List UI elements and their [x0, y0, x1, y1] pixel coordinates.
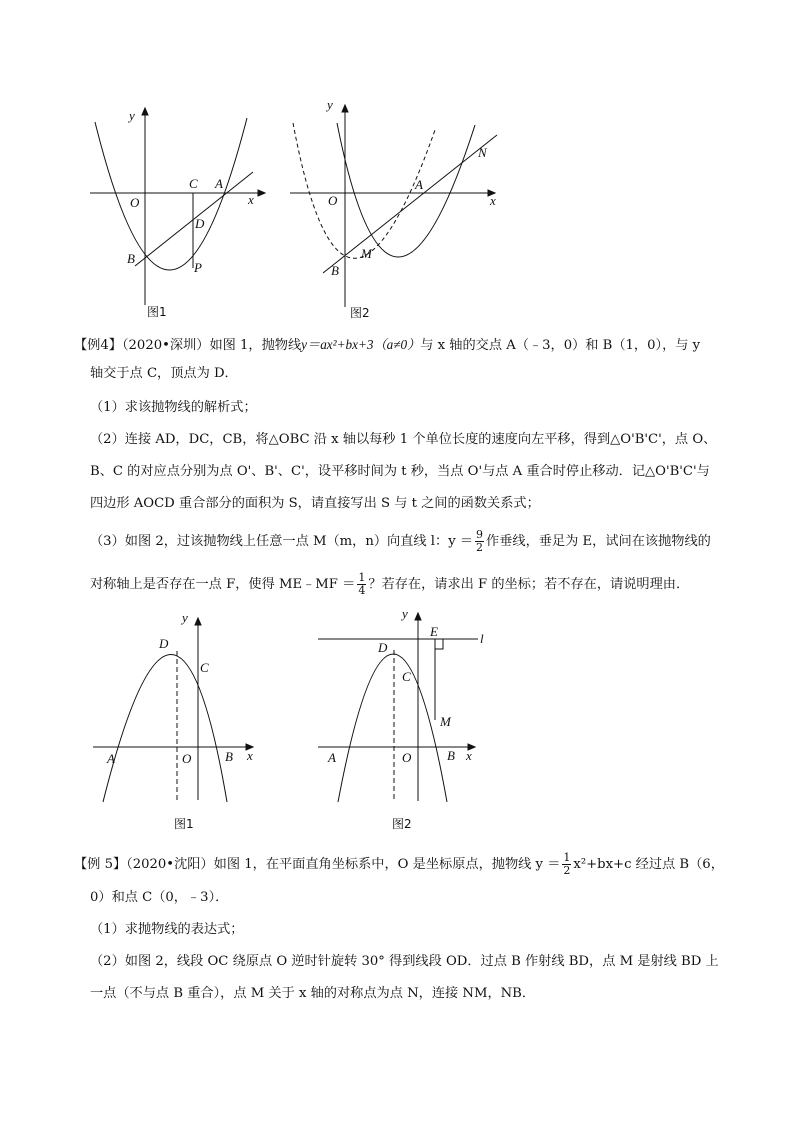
caption: 图2	[392, 817, 412, 831]
fraction-1-2: $\frac{1}{2}$	[563, 851, 571, 877]
ex4-q3-line1: （3）如图 2，过该抛物线上任意一点 M（m，n）向直线 l：y ＝ $\frac{9}{2}$ 作垂线，垂足为 E，试问在该抛物线的	[90, 528, 711, 554]
ex5-q1: （1）求抛物线的表达式；	[90, 922, 244, 937]
ex4-q2-line1: （2）连接 AD，DC，CB，将△OBC 沿 x 轴以每秒 1 个单位长度的速度向左平移，得到△O'B'C'，点 O、	[90, 432, 717, 447]
fraction-1-4: $\frac{1}{4}$	[358, 571, 366, 597]
figure-mid-2	[310, 608, 500, 833]
parabola	[103, 655, 227, 803]
label-B: B	[447, 748, 455, 763]
parabola	[338, 654, 447, 802]
figure-top-1	[85, 100, 275, 325]
label-x: x	[248, 192, 254, 207]
label-D: D	[159, 636, 169, 651]
label-B: B	[331, 263, 339, 278]
ex4-q1: （1）求该抛物线的解析式；	[90, 400, 257, 415]
ex4-q2-line2: B、C 的对应点分别为点 O'、B'、C'，设平移时间为 t 秒，当点 O'与点 A 重合时停止移动．记△O'B'C'与	[90, 464, 710, 479]
parabola	[337, 123, 475, 257]
label-A: A	[328, 750, 336, 765]
label-M: M	[361, 246, 372, 261]
ex5-source: （2020•沈阳）	[126, 857, 214, 872]
ex4-equation: y＝ax²+bx+3（a≠0）	[301, 337, 421, 352]
ex5-tag: 【例 5】	[74, 857, 127, 872]
ex4-q2-line3: 四边形 AOCD 重合部分的面积为 S，请直接写出 S 与 t 之间的函数关系式；	[90, 496, 540, 511]
label-O: O	[130, 195, 140, 210]
label-N: N	[478, 145, 487, 160]
label-x: x	[490, 193, 496, 208]
label-C: C	[200, 660, 209, 675]
label-y: y	[129, 108, 135, 123]
ex5-line2: 0）和点 C（0，﹣3）．	[90, 890, 229, 905]
label-y: y	[327, 97, 333, 112]
label-y: y	[402, 606, 408, 621]
ex4-line1: 【例4】（2020•深圳）如图 1，抛物线y＝ax²+bx+3（a≠0）与 x 轴的交点 A（﹣3，0）和 B（1，0），与 y	[74, 337, 701, 353]
label-B: B	[127, 251, 135, 266]
right-angle-mark	[435, 639, 443, 649]
figure-mid-1	[85, 610, 270, 835]
line-AN	[323, 135, 497, 273]
figure-top-2	[285, 95, 505, 325]
label-x: x	[247, 748, 253, 763]
ex4-line2: 轴交于点 C，顶点为 D．	[90, 366, 238, 381]
ex5-q2-line1: （2）如图 2，线段 OC 绕原点 O 逆时针旋转 30° 得到线段 OD．过点 B 作射线 BD，点 M 是射线 BD 上	[90, 954, 719, 969]
label-D: D	[378, 640, 388, 655]
label-B: B	[225, 749, 233, 764]
label-A: A	[107, 751, 115, 766]
label-P: P	[194, 260, 202, 275]
ex4-q3-line2: 对称轴上是否存在一点 F，使得 ME﹣MF ＝ $\frac{1}{4}$ ？若存在，请求出 F 的坐标；若不存在，请说明理由．	[90, 571, 690, 597]
caption: 图1	[174, 817, 194, 831]
parabola	[95, 118, 247, 270]
label-C: C	[402, 669, 411, 684]
dashed-parabola	[293, 123, 435, 258]
label-O: O	[402, 750, 412, 765]
label-E: E	[430, 624, 438, 639]
label-A: A	[415, 177, 423, 192]
label-O: O	[328, 193, 338, 208]
ex5-line1: 【例 5】（2020•沈阳）如图 1，在平面直角坐标系中，O 是坐标原点，抛物线 y ＝ $\frac{1}{2}$ x²+bx+c 经过点 B（6，	[74, 851, 724, 877]
caption: 图2	[350, 306, 370, 320]
label-C: C	[189, 176, 198, 191]
label-O: O	[182, 751, 192, 766]
ex4-tag: 【例4】	[74, 338, 122, 353]
label-x: x	[466, 748, 472, 763]
ex5-q2-line2: 一点（不与点 B 重合），点 M 关于 x 轴的对称点为点 N，连接 NM，NB．	[90, 986, 536, 1001]
caption: 图1	[147, 305, 167, 319]
label-M: M	[440, 714, 451, 729]
label-A: A	[215, 176, 223, 191]
label-y: y	[182, 610, 188, 625]
label-D: D	[195, 216, 205, 231]
label-l: l	[480, 631, 484, 646]
fraction-9-2: $\frac{9}{2}$	[476, 528, 484, 554]
ex4-source: （2020•深圳）	[121, 338, 210, 353]
